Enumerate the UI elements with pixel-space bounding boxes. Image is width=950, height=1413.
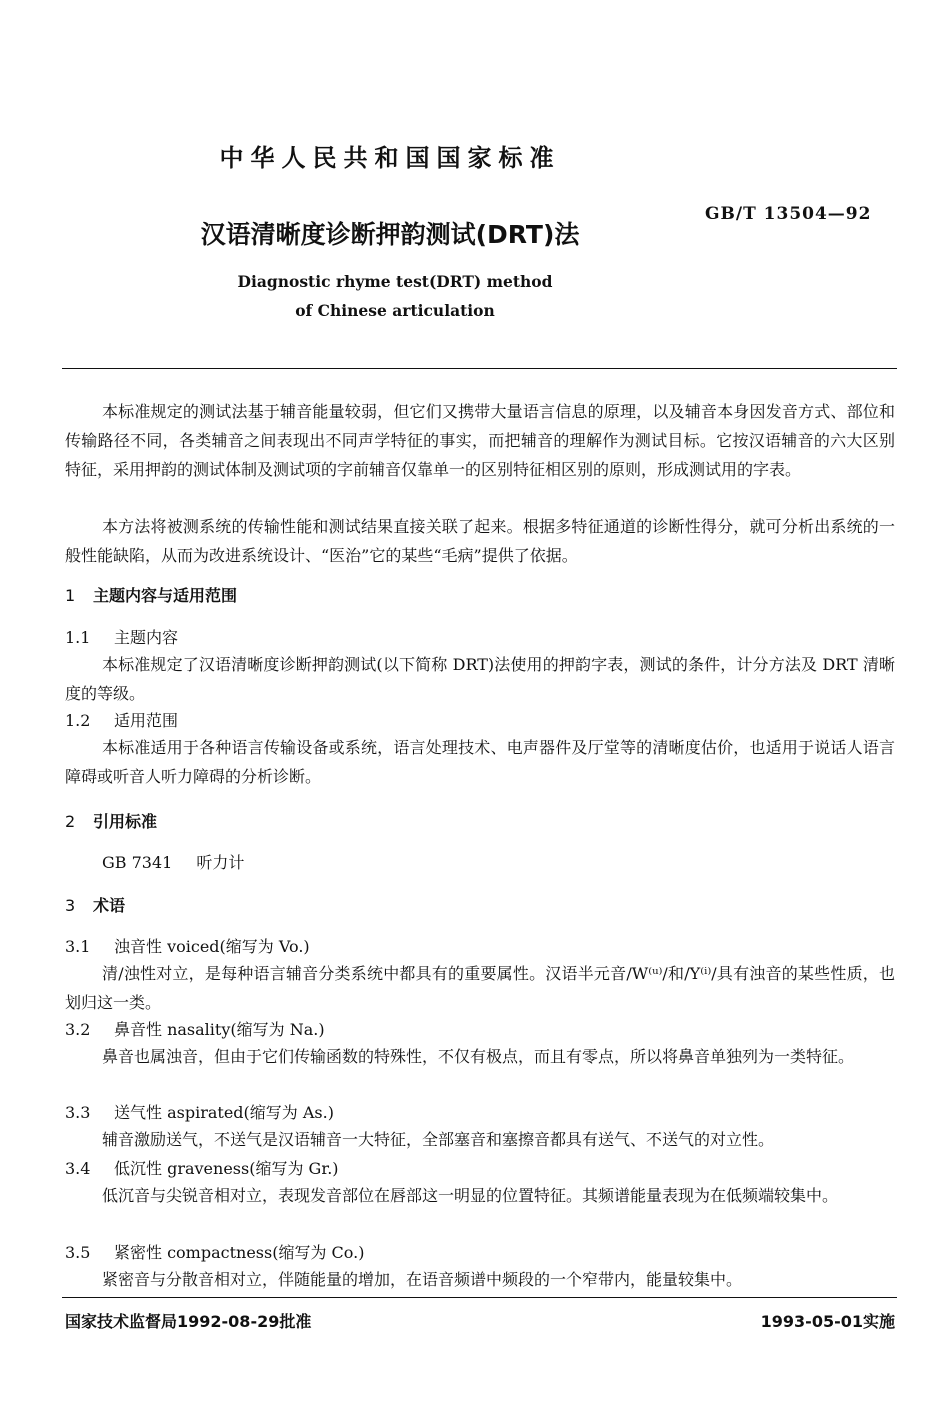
- term-3-1-heading: [65, 934, 310, 957]
- subsection-1-2-title: 适用范围: [114, 711, 179, 730]
- term-3-4-number: 3.4: [65, 1159, 91, 1178]
- section-3-number: 3: [65, 896, 76, 915]
- subsection-1-2-text: 本标准适用于各种语言传输设备或系统，语言处理技术、电声器件及厅堂等的清晰度估价，也适用于说话人语言障碍或听音人听力障碍的分析诊断。: [65, 738, 895, 786]
- reference-title: 听力计: [196, 853, 245, 872]
- document-title-en-line1: Diagnostic rhyme test(DRT) method: [237, 272, 553, 291]
- term-3-3-heading: [65, 1100, 334, 1123]
- section-2-heading: [65, 809, 157, 832]
- document-title-zh: 汉语清晰度诊断押韵测试(DRT)法: [200, 220, 580, 249]
- subsection-1-1-title: 主题内容: [114, 628, 179, 647]
- term-3-3-text: 辅音激励送气，不送气是汉语辅音一大特征，全部塞音和塞擦音都具有送气、不送气的对立性。: [102, 1130, 775, 1149]
- term-3-4-text: 低沉音与尖锐音相对立，表现发音部位在唇部这一明显的位置特征。其频谱能量表现为在低频端较集中。: [102, 1186, 839, 1205]
- term-3-1-label: 浊音性 voiced(缩写为 Vo.): [114, 937, 310, 956]
- subsection-1-2-number: 1.2: [65, 711, 91, 730]
- reference-code: GB 7341: [102, 853, 173, 872]
- term-3-4-heading: [65, 1156, 339, 1179]
- intro-paragraph-1: 本标准规定的测试法基于辅音能量较弱，但它们又携带大量语言信息的原理，以及辅音本身因发音方式、部位和传输路径不同，各类辅音之间表现出不同声学特征的事实，而把辅音的理解作为测试目标。它按汉语辅音的六大区别特征，采用押韵的测试体制及测试项的字前辅音仅靠单一的区别特征相区别的原则，形成测试用的字表。: [65, 402, 895, 479]
- term-3-1-text: 清/浊性对立，是每种语言辅音分类系统中都具有的重要属性。汉语半元音/W⁽ᵘ⁾/和/Y⁽ⁱ⁾/具有浊音的某些性质，也划归这一类。: [65, 964, 895, 1012]
- effective-date: 1993-05-01实施: [760, 1312, 895, 1331]
- term-3-3-number: 3.3: [65, 1103, 91, 1122]
- term-3-3-label: 送气性 aspirated(缩写为 As.): [114, 1103, 334, 1122]
- term-3-5-label: 紧密性 compactness(缩写为 Co.): [114, 1243, 365, 1262]
- section-3-title: 术语: [93, 896, 126, 915]
- subsection-1-1-heading: [65, 625, 178, 648]
- term-3-2-heading: [65, 1017, 325, 1040]
- reference-entry: [102, 850, 244, 873]
- section-2-number: 2: [65, 812, 76, 831]
- term-3-5-text: 紧密音与分散音相对立，伴随能量的增加，在语音频谱中频段的一个窄带内，能量较集中。: [102, 1270, 743, 1289]
- term-3-4-label: 低沉性 graveness(缩写为 Gr.): [114, 1159, 339, 1178]
- footer-divider: [62, 1297, 897, 1298]
- term-3-2-label: 鼻音性 nasality(缩写为 Na.): [114, 1020, 325, 1039]
- term-3-1-number: 3.1: [65, 937, 91, 956]
- document-title-en-line2: of Chinese articulation: [295, 301, 495, 320]
- term-3-2-text: 鼻音也属浊音，但由于它们传输函数的特殊性，不仅有极点，而且有零点，所以将鼻音单独列为一类特征。: [102, 1047, 855, 1066]
- subsection-1-1-number: 1.1: [65, 628, 91, 647]
- term-3-5-number: 3.5: [65, 1243, 91, 1262]
- national-standard-header: 中华人民共和国国家标准: [219, 144, 561, 172]
- approval-date: 国家技术监督局1992-08-29批准: [65, 1312, 312, 1331]
- subsection-1-2-heading: [65, 708, 178, 731]
- section-1-title: 主题内容与适用范围: [93, 586, 238, 605]
- term-3-2-number: 3.2: [65, 1020, 91, 1039]
- header-divider: [62, 368, 897, 369]
- intro-paragraph-2: 本方法将被测系统的传输性能和测试结果直接关联了起来。根据多特征通道的诊断性得分，就可分析出系统的一般性能缺陷，从而为改进系统设计、“医治”它的某些“毛病”提供了依据。: [65, 517, 895, 565]
- section-1-number: 1: [65, 586, 76, 605]
- term-3-5-heading: [65, 1240, 364, 1263]
- standard-code: GB/T 13504—92: [705, 204, 872, 224]
- section-1-heading: [65, 583, 237, 606]
- section-2-title: 引用标准: [93, 812, 158, 831]
- subsection-1-1-text: 本标准规定了汉语清晰度诊断押韵测试(以下简称 DRT)法使用的押韵字表，测试的条件，计分方法及 DRT 清晰度的等级。: [65, 655, 895, 703]
- section-3-heading: [65, 893, 125, 916]
